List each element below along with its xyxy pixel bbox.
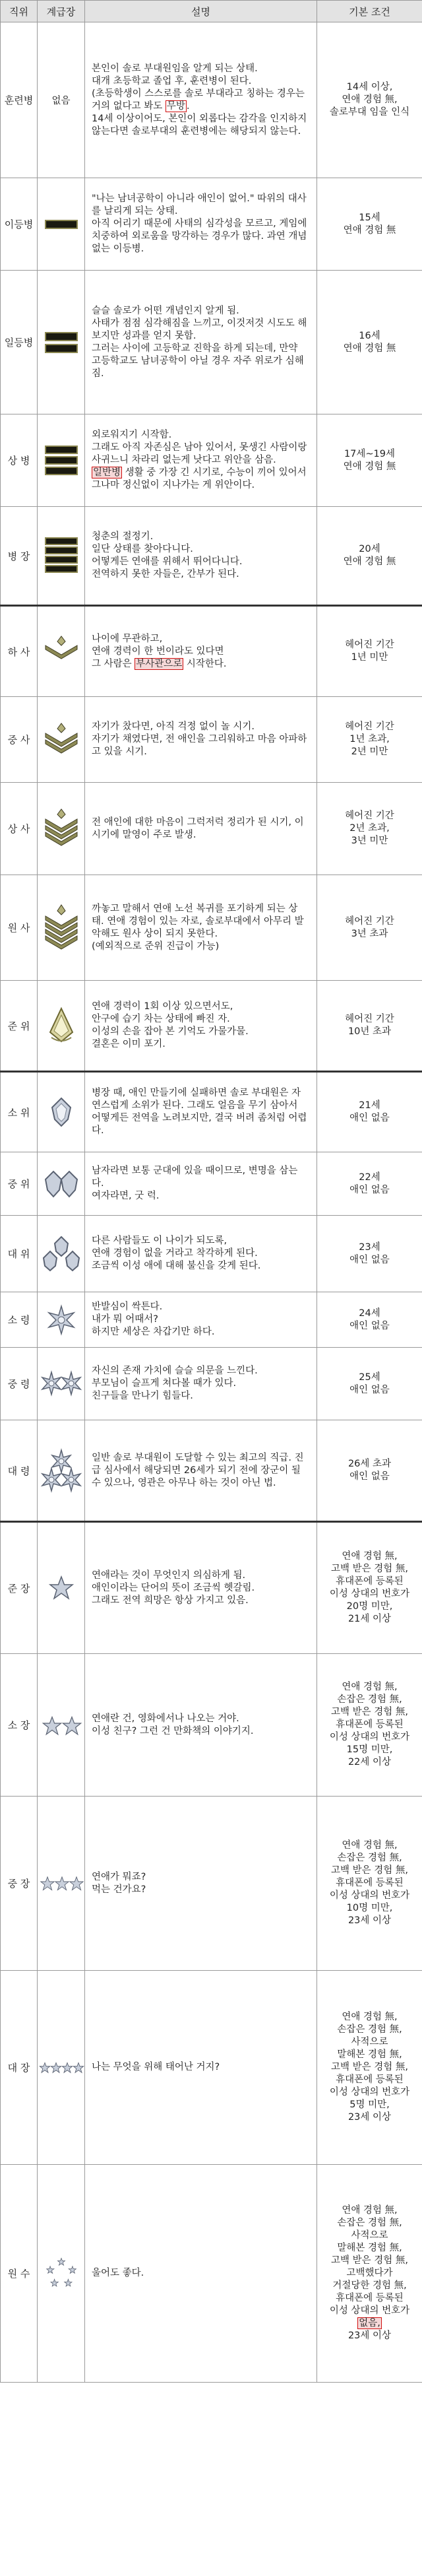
rank-name: 하 사 <box>1 606 38 697</box>
rank-name: 중 령 <box>1 1348 38 1420</box>
rank-condition: 연애 경험 無, 손잡은 경험 無, 고백 받은 경험 無, 휴대폰에 등록된 이성 상대의 번호가 15명 미만, 22세 이상 <box>317 1654 422 1797</box>
table-row <box>1 1420 422 1522</box>
private-insignia <box>38 178 85 271</box>
general-insignia <box>38 1971 85 2165</box>
rank-description: "나는 남녀공학이 아니라 애인이 없어." 따위의 대사를 날리게 되는 상태. 아직 어리기 때문에 사태의 심각성을 모르고, 게임에 치중하여 외로움을 망각하는 경우가 많다. 과연 개념 없는 이등병. <box>85 178 317 271</box>
table-row <box>1 1654 422 1797</box>
rank-name: 중 장 <box>1 1797 38 1971</box>
rank-description: 나이에 무관하고, 연애 경력이 한 번이라도 있다면 그 사람은 부사관으로 시작한다. <box>85 606 317 697</box>
rank-condition: 20세 연애 경험 無 <box>317 507 422 606</box>
rank-condition: 연애 경험 無, 손잡은 경험 無, 사적으로 말해본 경험 無, 고백 받은 경험 無, 고백했다가 거절당한 경험 無, 휴대폰에 등록된 이성 상대의 번호가 없음, 23세 이상 <box>317 2165 422 2383</box>
table-row <box>1 697 422 783</box>
table-row <box>1 1216 422 1292</box>
rank-description: 연애가 뭐죠? 먹는 건가요? <box>85 1797 317 1971</box>
major-insignia <box>38 1292 85 1348</box>
captain-insignia <box>38 1216 85 1292</box>
rank-name: 훈련병 <box>1 22 38 178</box>
rank-description: 연애란 건, 영화에서나 나오는 거야. 이성 친구? 그런 건 만화책의 이야기지. <box>85 1654 317 1797</box>
table-row <box>1 1797 422 1971</box>
table-row <box>1 1971 422 2165</box>
rank-description: 다른 사람들도 이 나이가 되도록, 연애 경험이 없을 거라고 착각하게 된다. 조금씩 이성 애에 대해 불신을 갖게 된다. <box>85 1216 317 1292</box>
rank-description: 자신의 존재 가치에 슬슬 의문을 느낀다. 부모님이 슬프게 쳐다볼 때가 있다. 친구들을 만나기 힘들다. <box>85 1348 317 1420</box>
rank-description: 병장 때, 애인 만들기에 실패하면 솔로 부대원은 자연스럽게 소위가 된다. 그래도 얼음을 무기 삼아서 어떻게든 전역을 노려보지만, 결국 버려 좀처럼 어렵다. <box>85 1072 317 1152</box>
rank-name: 대 령 <box>1 1420 38 1522</box>
sergeant-insignia <box>38 507 85 606</box>
table-row <box>1 178 422 271</box>
table-row <box>1 1072 422 1152</box>
table-row <box>1 1292 422 1348</box>
rank-name: 중 위 <box>1 1152 38 1216</box>
rank-name: 대 장 <box>1 1971 38 2165</box>
colonel-insignia <box>38 1420 85 1522</box>
rank-name: 상 병 <box>1 414 38 507</box>
rank-description: 연애 경력이 1회 이상 있으면서도, 안구에 습기 차는 상태에 빠진 자. 이성의 손을 잡아 본 기억도 가물가물. 결혼은 이미 포기. <box>85 981 317 1072</box>
table-row <box>1 271 422 414</box>
rank-condition: 23세 애인 없음 <box>317 1216 422 1292</box>
rank-name: 소 령 <box>1 1292 38 1348</box>
rank-description: 일반 솔로 부대원이 도달할 수 있는 최고의 직급. 진급 심사에서 해당되면 26세가 되기 전에 장군이 될 수 있으나, 영관은 아무나 하는 것이 아닌 법. <box>85 1420 317 1522</box>
header-insignia: 계급장 <box>38 1 85 22</box>
rank-name: 상 사 <box>1 783 38 875</box>
rank-description: 까놓고 말해서 연애 노선 복귀를 포기하게 되는 상태. 연애 경험이 있는 자로, 솔로부대에서 아무리 발악해도 원사 상이 되지 못한다. (예외적으로 준위 진급이 가능) <box>85 875 317 981</box>
rank-description: 남자라면 보통 군대에 있을 때이므로, 변명을 삼는다. 여자라면, 굿 럭. <box>85 1152 317 1216</box>
highlight-box: 일반병 <box>93 467 121 478</box>
rank-condition: 헤어진 기간 1년 미만 <box>317 606 422 697</box>
staff-sergeant-insignia <box>38 606 85 697</box>
table-row <box>1 414 422 507</box>
rank-description: 본인이 솔로 부대원임을 알게 되는 상태. 대개 초등학교 졸업 후, 훈련병이 된다. (초등학생이 스스로를 솔로 부대라고 칭하는 경우는 거의 없다고 봐도 무방 . 14세 이상이어도, 본인이 외롭다는 감각을 인지하지 않는다면 솔로부대의 훈련병에는 해당되지 않는다. <box>85 22 317 178</box>
rank-condition: 15세 연애 경험 無 <box>317 178 422 271</box>
major-general-insignia <box>38 1654 85 1797</box>
highlight-box: 부사관으로 <box>136 658 183 669</box>
insignia-none: 없음 <box>38 22 85 178</box>
rank-description: 외로워지기 시작함. 그래도 아직 자존심은 남아 있어서, 못생긴 사람이랑 사귀느니 차라리 없는게 낫다고 위안을 삼음. 일반병 생활 중 가장 긴 시기로, 수능이 끼어 있어서 그나마 정신없이 지나가는 게 위안이다. <box>85 414 317 507</box>
lieutenant-general-insignia <box>38 1797 85 1971</box>
corporal-insignia <box>38 414 85 507</box>
rank-description: 나는 무엇을 위해 태어난 거지? <box>85 1971 317 2165</box>
rank-condition: 헤어진 기간 3년 초과 <box>317 875 422 981</box>
table-row <box>1 507 422 606</box>
rank-name: 소 위 <box>1 1072 38 1152</box>
rank-condition: 16세 연애 경험 無 <box>317 271 422 414</box>
rank-condition: 14세 이상, 연애 경험 無, 솔로부대 임을 인식 <box>317 22 422 178</box>
rank-name: 일등병 <box>1 271 38 414</box>
table-row <box>1 22 422 178</box>
rank-condition: 25세 애인 없음 <box>317 1348 422 1420</box>
rank-name: 이등병 <box>1 178 38 271</box>
rank-description: 전 애인에 대한 마음이 그럭저럭 정리가 된 시기, 이 시기에 말영이 주로 발생. <box>85 783 317 875</box>
header-condition: 기본 조건 <box>317 1 422 22</box>
rank-condition: 연애 경험 無, 손잡은 경험 無, 사적으로 말해본 경험 無, 고백 받은 경험 無, 휴대폰에 등록된 이성 상대의 번호가 5명 미만, 23세 이상 <box>317 1971 422 2165</box>
rank-name: 병 장 <box>1 507 38 606</box>
second-lieutenant-insignia <box>38 1072 85 1152</box>
brigadier-general-insignia <box>38 1522 85 1654</box>
warrant-officer-insignia <box>38 981 85 1072</box>
rank-description: 자기가 찼다면, 아직 걱정 없이 놀 시기. 자기가 채였다면, 전 애인을 그리워하고 마음 아파하고 있을 시기. <box>85 697 317 783</box>
rank-description: 반발심이 싹튼다. 내가 뭐 어때서? 하지만 세상은 차갑기만 하다. <box>85 1292 317 1348</box>
rank-name: 소 장 <box>1 1654 38 1797</box>
sergeant-major-insignia <box>38 875 85 981</box>
table-row <box>1 875 422 981</box>
rank-description: 울어도 좋다. <box>85 2165 317 2383</box>
rank-condition: 21세 애인 없음 <box>317 1072 422 1152</box>
marshal-insignia <box>38 2165 85 2383</box>
table-row <box>1 1152 422 1216</box>
highlight-box: 무방 <box>166 100 185 112</box>
rank-condition: 22세 애인 없음 <box>317 1152 422 1216</box>
table-row <box>1 2165 422 2383</box>
table-row <box>1 606 422 697</box>
rank-name: 원 수 <box>1 2165 38 2383</box>
first-lieutenant-insignia <box>38 1152 85 1216</box>
header-rank: 직위 <box>1 1 38 22</box>
rank-condition: 17세~19세 연애 경험 無 <box>317 414 422 507</box>
rank-condition: 헤어진 기간 10년 초과 <box>317 981 422 1072</box>
sfc-insignia <box>38 697 85 783</box>
rank-condition: 헤어진 기간 2년 초과, 3년 미만 <box>317 783 422 875</box>
master-sergeant-insignia <box>38 783 85 875</box>
table-row <box>1 783 422 875</box>
lieutenant-colonel-insignia <box>38 1348 85 1420</box>
table-header <box>1 1 422 22</box>
rank-name: 준 장 <box>1 1522 38 1654</box>
rank-name: 원 사 <box>1 875 38 981</box>
table-row <box>1 1348 422 1420</box>
rank-condition: 연애 경험 無, 손잡은 경험 無, 고백 받은 경험 無, 휴대폰에 등록된 이성 상대의 번호가 10명 미만, 23세 이상 <box>317 1797 422 1971</box>
rank-description: 슬슬 솔로가 어떤 개념인지 알게 됨. 사태가 점점 심각해짐을 느끼고, 이것저것 시도도 해보지만 성과를 얻지 못함. 그러는 사이에 고등학교 진학을 하게 되는데, 만약 고등학교도 남녀공학이 아닐 경우 자주 위로가 심해짐. <box>85 271 317 414</box>
rank-name: 대 위 <box>1 1216 38 1292</box>
rank-condition: 24세 애인 없음 <box>317 1292 422 1348</box>
table-row <box>1 981 422 1072</box>
table-row <box>1 1522 422 1654</box>
header-description: 설명 <box>85 1 317 22</box>
rank-condition: 26세 초과 애인 없음 <box>317 1420 422 1522</box>
rank-name: 준 위 <box>1 981 38 1072</box>
rank-description: 연애라는 것이 무엇인지 의심하게 됨. 애인이라는 단어의 뜻이 조금씩 헷갈림. 그래도 전역 희망은 항상 가지고 있음. <box>85 1522 317 1654</box>
rank-condition: 연애 경험 無, 고백 받은 경험 無, 휴대폰에 등록된 이성 상대의 번호가 20명 미만, 21세 이상 <box>317 1522 422 1654</box>
rank-name: 중 사 <box>1 697 38 783</box>
pfc-insignia <box>38 271 85 414</box>
rank-description: 청춘의 절정기. 일단 상태를 찾아다니다. 어떻게든 연애를 위해서 뛰어다니다. 전역하지 못한 자들은, 간부가 된다. <box>85 507 317 606</box>
highlight-box: 없음, <box>359 2318 380 2328</box>
rank-condition: 헤어진 기간 1년 초과, 2년 미만 <box>317 697 422 783</box>
